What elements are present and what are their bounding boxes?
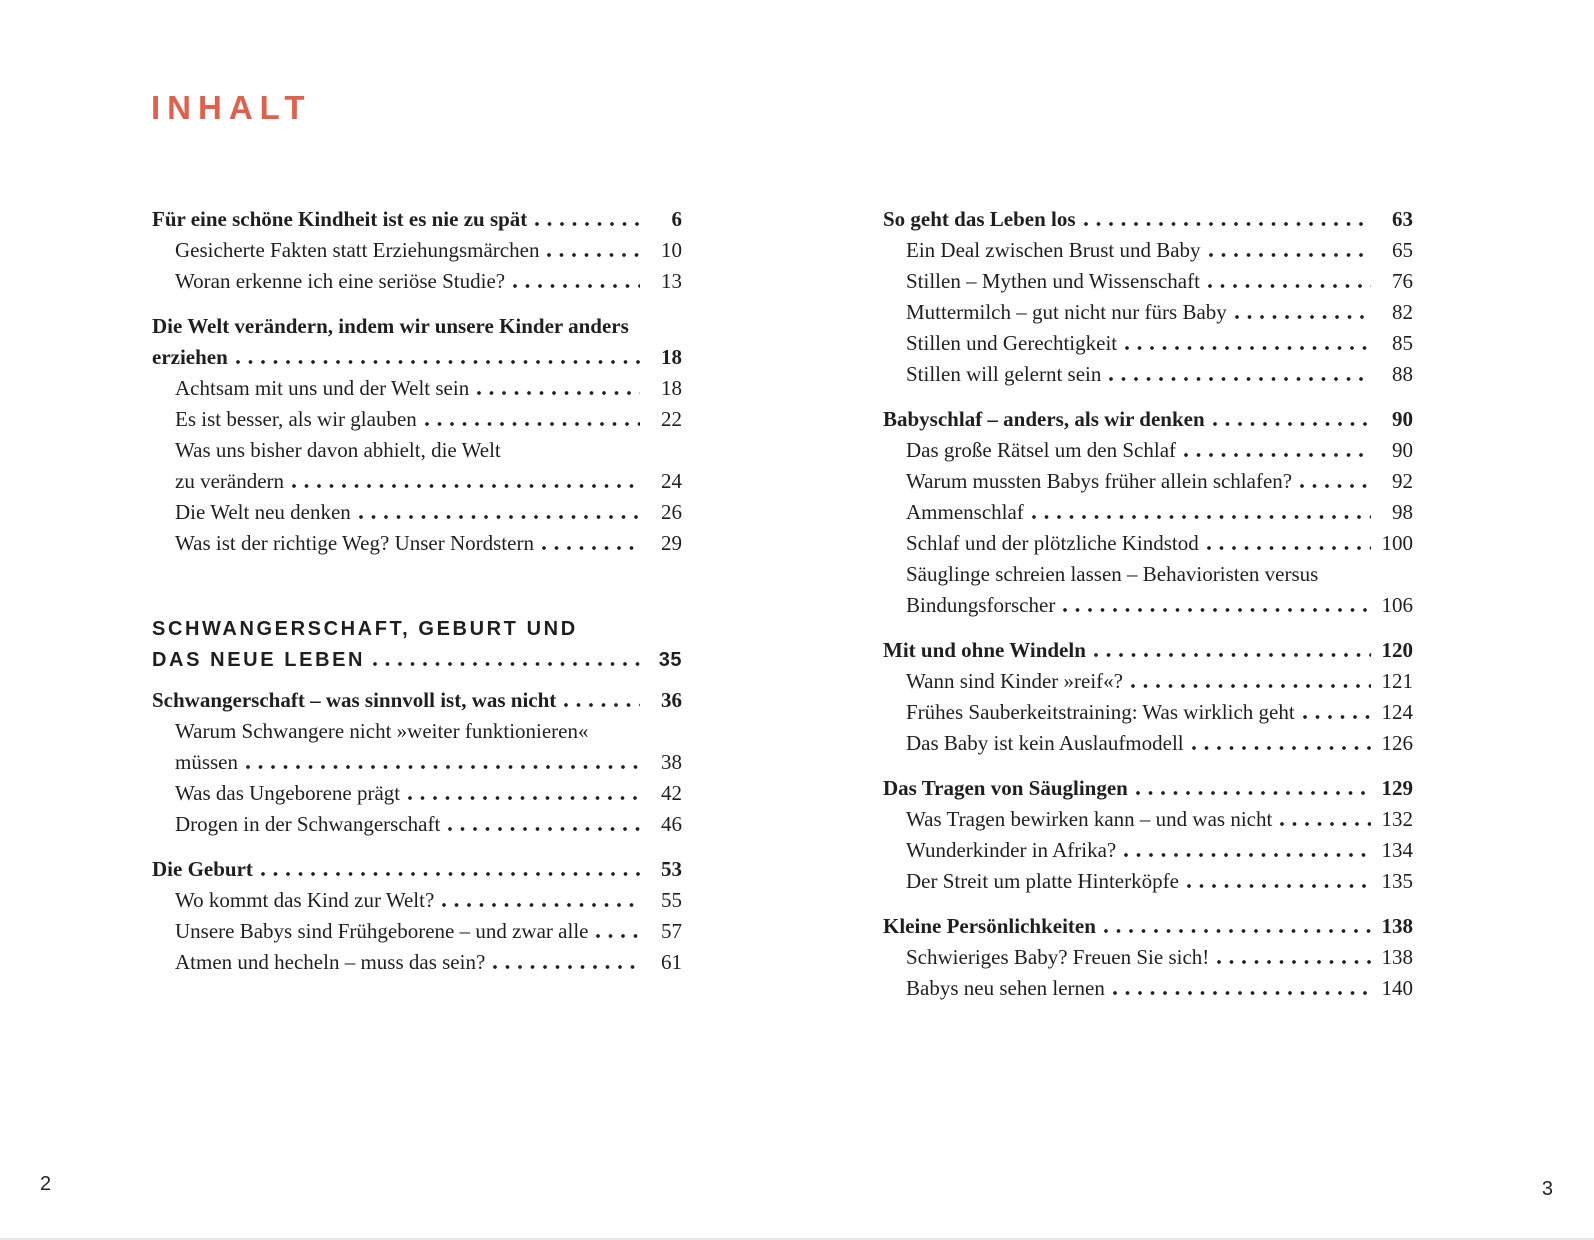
dot-leader — [535, 222, 640, 226]
dot-leader — [236, 360, 640, 364]
toc-entry-row — [883, 528, 1413, 559]
dot-leader — [1300, 484, 1371, 488]
toc-entry-row — [883, 911, 1413, 942]
dot-leader — [1104, 929, 1371, 933]
toc-entry-row — [152, 235, 682, 266]
toc-entry-title: Der Streit um platte Hinterköpfe — [906, 869, 1179, 893]
dot-leader — [513, 284, 640, 288]
toc-entry-title: Wo kommt das Kind zur Welt? — [175, 888, 435, 912]
toc-page-number: 85 — [1392, 331, 1413, 355]
dot-leader — [1213, 422, 1371, 426]
toc-page-number: 35 — [658, 649, 682, 671]
toc-page-number: 129 — [1381, 776, 1413, 800]
toc-entry-title: Was ist der richtige Weg? Unser Nordstern — [175, 531, 534, 555]
toc-sub-entry — [883, 266, 1413, 297]
dot-leader — [1113, 991, 1371, 995]
toc-entry-row — [152, 497, 682, 528]
dot-leader — [408, 796, 640, 800]
toc-entry-title: Babys neu sehen lernen — [906, 976, 1105, 1000]
toc-entry-title: Schwangerschaft – was sinnvoll ist, was nicht — [152, 688, 557, 712]
toc-entry-title: So geht das Leben los — [883, 207, 1076, 231]
dot-leader — [442, 903, 640, 907]
toc-entry-title: Wunderkinder in Afrika? — [906, 838, 1117, 862]
toc-page-number: 38 — [661, 750, 682, 774]
toc-page-number: 18 — [661, 345, 682, 369]
toc-entry-row — [883, 773, 1413, 804]
toc-entry-row — [883, 635, 1413, 666]
toc-chapter-entry — [152, 204, 682, 235]
toc-page-number: 138 — [1381, 945, 1413, 969]
toc-page-number: 134 — [1381, 838, 1413, 862]
toc-page-number: 126 — [1381, 731, 1413, 755]
dot-leader — [477, 391, 640, 395]
dot-leader — [1063, 608, 1371, 612]
dot-leader — [1131, 684, 1371, 688]
toc-page-number: 13 — [661, 269, 682, 293]
toc-sub-entry — [883, 528, 1413, 559]
toc-page-number: 132 — [1381, 807, 1413, 831]
toc-entry-title: Das große Rätsel um den Schlaf — [906, 438, 1177, 462]
toc-page-number: 61 — [661, 950, 682, 974]
toc-page-number: 120 — [1381, 638, 1413, 662]
toc-sub-entry — [152, 435, 682, 497]
toc-page-number: 24 — [661, 469, 682, 493]
dot-leader — [292, 484, 640, 488]
toc-entry-row — [152, 204, 682, 235]
toc-entry-row — [152, 916, 682, 947]
toc-entry-title: Was Tragen bewirken kann – und was nicht — [906, 807, 1273, 831]
toc-entry-row — [152, 885, 682, 916]
toc-entry-title: müssen — [175, 750, 238, 774]
toc-entry-title: Ein Deal zwischen Brust und Baby — [906, 238, 1201, 262]
toc-sub-entry — [152, 528, 682, 559]
toc-page-number: 36 — [661, 688, 682, 712]
toc-entry-title: Unsere Babys sind Frühgeborene – und zwar alle — [175, 919, 589, 943]
toc-page-number: 92 — [1392, 469, 1413, 493]
toc-page-number: 100 — [1381, 531, 1413, 555]
toc-entry-row — [152, 342, 682, 373]
toc-sub-entry — [883, 297, 1413, 328]
page-title: INHALT — [151, 89, 312, 126]
toc-sub-entry — [152, 266, 682, 297]
toc-page-number: 22 — [661, 407, 682, 431]
toc-entry-row — [883, 328, 1413, 359]
toc-page-number: 82 — [1392, 300, 1413, 324]
toc-entry-title: Woran erkenne ich eine seriöse Studie? — [175, 269, 506, 293]
toc-entry-row — [883, 728, 1413, 759]
toc-sub-entry — [152, 885, 682, 916]
toc-page-number: 121 — [1381, 669, 1413, 693]
toc-entry-line: SCHWANGERSCHAFT, GEBURT UND — [152, 618, 578, 640]
dot-leader — [547, 253, 640, 257]
toc-entry-line: Was uns bisher davon abhielt, die Welt — [175, 438, 501, 462]
toc-page-number: 10 — [661, 238, 682, 262]
toc-sub-entry — [883, 497, 1413, 528]
toc-entry-row — [883, 204, 1413, 235]
toc-chapter-entry — [883, 204, 1413, 235]
toc-sub-entry — [883, 466, 1413, 497]
toc-sub-entry — [883, 559, 1413, 621]
toc-sub-entry — [883, 728, 1413, 759]
toc-sub-entry — [883, 804, 1413, 835]
toc-entry-row — [883, 697, 1413, 728]
toc-entry-title: Stillen will gelernt sein — [906, 362, 1102, 386]
toc-entry-row — [152, 528, 682, 559]
toc-entry-row — [152, 645, 682, 676]
toc-chapter-entry — [883, 911, 1413, 942]
dot-leader — [1217, 960, 1371, 964]
dot-leader — [493, 965, 640, 969]
toc-page-number: 106 — [1381, 593, 1413, 617]
toc-sub-entry — [883, 328, 1413, 359]
toc-page-number: 140 — [1381, 976, 1413, 1000]
toc-entry-row — [883, 590, 1413, 621]
dot-leader — [425, 422, 640, 426]
toc-sub-entry — [883, 942, 1413, 973]
dot-leader — [448, 827, 640, 831]
toc-entry-row — [883, 666, 1413, 697]
toc-entry-title: zu verändern — [175, 469, 285, 493]
toc-entry-row — [152, 404, 682, 435]
toc-sub-entry — [883, 973, 1413, 1004]
toc-entry-title: Atmen und hecheln – muss das sein? — [175, 950, 486, 974]
toc-entry-title: Mit und ohne Windeln — [883, 638, 1086, 662]
dot-leader — [1209, 253, 1371, 257]
folio-left: 2 — [40, 1173, 52, 1195]
toc-chapter-entry — [152, 311, 682, 373]
toc-chapter-entry — [152, 685, 682, 716]
dot-leader — [564, 703, 640, 707]
dot-leader — [1187, 884, 1371, 888]
toc-entry-title: Muttermilch – gut nicht nur fürs Baby — [906, 300, 1227, 324]
dot-leader — [1094, 653, 1371, 657]
toc-sub-entry — [152, 809, 682, 840]
toc-page-number: 65 — [1392, 238, 1413, 262]
toc-page-number: 6 — [671, 207, 682, 231]
toc-page-number: 42 — [661, 781, 682, 805]
folio-right: 3 — [1541, 1178, 1553, 1200]
toc-entry-row — [883, 359, 1413, 390]
toc-sub-entry — [152, 373, 682, 404]
dot-leader — [1207, 546, 1371, 550]
toc-entry-row — [152, 373, 682, 404]
toc-entry-row — [152, 947, 682, 978]
toc-sub-entry — [883, 866, 1413, 897]
toc-entry-row — [152, 266, 682, 297]
toc-page-number: 55 — [661, 888, 682, 912]
toc-column-right — [883, 204, 1413, 1004]
dot-leader — [373, 662, 640, 666]
dot-leader — [1124, 853, 1371, 857]
toc-sub-entry — [152, 235, 682, 266]
toc-sub-entry — [883, 697, 1413, 728]
toc-page-number: 29 — [661, 531, 682, 555]
toc-page-number: 18 — [661, 376, 682, 400]
toc-chapter-entry — [883, 773, 1413, 804]
toc-entry-row — [883, 297, 1413, 328]
toc-entry-title: Für eine schöne Kindheit ist es nie zu spät — [152, 207, 528, 231]
dot-leader — [1032, 515, 1371, 519]
toc-page-number: 124 — [1381, 700, 1413, 724]
toc-entry-title: Stillen – Mythen und Wissenschaft — [906, 269, 1200, 293]
toc-entry-title: Babyschlaf – anders, als wir denken — [883, 407, 1205, 431]
dot-leader — [1084, 222, 1371, 226]
toc-sub-entry — [883, 359, 1413, 390]
toc-entry-title: Ammenschlaf — [906, 500, 1024, 524]
toc-sub-entry — [152, 778, 682, 809]
toc-page-number: 138 — [1381, 914, 1413, 938]
toc-entry-title: Was das Ungeborene prägt — [175, 781, 401, 805]
toc-entry-title: Es ist besser, als wir glauben — [175, 407, 417, 431]
toc-entry-title: Drogen in der Schwangerschaft — [175, 812, 441, 836]
dot-leader — [1184, 453, 1371, 457]
toc-entry-row — [152, 778, 682, 809]
dot-leader — [1280, 822, 1371, 826]
toc-entry-title: Das Baby ist kein Auslaufmodell — [906, 731, 1184, 755]
dot-leader — [1303, 715, 1371, 719]
toc-page-number: 90 — [1392, 438, 1413, 462]
toc-page-number: 98 — [1392, 500, 1413, 524]
toc-entry-line: Warum Schwangere nicht »weiter funktionieren« — [175, 719, 589, 743]
toc-entry-title: Die Welt neu denken — [175, 500, 351, 524]
toc-entry-title: DAS NEUE LEBEN — [152, 649, 366, 671]
toc-entry-row — [883, 266, 1413, 297]
dot-leader — [1109, 377, 1371, 381]
toc-entry-row — [152, 466, 682, 497]
toc-sub-entry — [152, 716, 682, 778]
toc-entry-row — [152, 854, 682, 885]
toc-page-number: 88 — [1392, 362, 1413, 386]
dot-leader — [246, 765, 640, 769]
toc-entry-title: Schlaf und der plötzliche Kindstod — [906, 531, 1199, 555]
toc-page-number: 135 — [1381, 869, 1413, 893]
toc-entry-row — [152, 685, 682, 716]
dot-leader — [359, 515, 640, 519]
toc-chapter-entry — [152, 854, 682, 885]
toc-page-number: 46 — [661, 812, 682, 836]
toc-entry-title: Warum mussten Babys früher allein schlafen? — [906, 469, 1293, 493]
toc-entry-row — [883, 835, 1413, 866]
toc-sub-entry — [152, 947, 682, 978]
toc-entry-row — [883, 804, 1413, 835]
toc-entry-title: Schwieriges Baby? Freuen Sie sich! — [906, 945, 1210, 969]
toc-page-number: 53 — [661, 857, 682, 881]
toc-entry-row — [883, 497, 1413, 528]
toc-entry-title: erziehen — [152, 345, 228, 369]
toc-entry-title: Wann sind Kinder »reif«? — [906, 669, 1123, 693]
toc-entry-title: Die Geburt — [152, 857, 253, 881]
toc-entry-row — [883, 235, 1413, 266]
toc-entry-row — [883, 466, 1413, 497]
toc-entry-title: Gesicherte Fakten statt Erziehungsmärchen — [175, 238, 540, 262]
toc-entry-title: Achtsam mit uns und der Welt sein — [175, 376, 470, 400]
toc-entry-row — [883, 866, 1413, 897]
dot-leader — [1235, 315, 1371, 319]
toc-chapter-entry — [883, 404, 1413, 435]
toc-entry-row — [883, 973, 1413, 1004]
dot-leader — [261, 872, 640, 876]
toc-entry-line: Säuglinge schreien lassen – Behavioristen versus — [906, 562, 1319, 586]
toc-page-number: 57 — [661, 919, 682, 943]
toc-sub-entry — [883, 666, 1413, 697]
toc-sub-entry — [883, 435, 1413, 466]
dot-leader — [542, 546, 640, 550]
toc-entry-row — [883, 435, 1413, 466]
dot-leader — [1192, 746, 1371, 750]
toc-sub-entry — [152, 404, 682, 435]
toc-sub-entry — [883, 835, 1413, 866]
toc-page-number: 26 — [661, 500, 682, 524]
toc-entry-line: Die Welt verändern, indem wir unsere Kinder anders — [152, 314, 629, 338]
dot-leader — [1125, 346, 1371, 350]
dot-leader — [1136, 791, 1371, 795]
toc-entry-row — [152, 747, 682, 778]
toc-column-left — [152, 204, 682, 978]
toc-page-number: 76 — [1392, 269, 1413, 293]
dot-leader — [596, 934, 640, 938]
toc-entry-title: Kleine Persönlichkeiten — [883, 914, 1096, 938]
toc-sub-entry — [152, 916, 682, 947]
toc-page-number: 63 — [1392, 207, 1413, 231]
toc-entry-title: Stillen und Gerechtigkeit — [906, 331, 1118, 355]
toc-entry-title: Bindungsforscher — [906, 593, 1056, 617]
dot-leader — [1208, 284, 1371, 288]
toc-sub-entry — [883, 235, 1413, 266]
toc-entry-row — [883, 942, 1413, 973]
toc-chapter-entry — [883, 635, 1413, 666]
toc-part-heading — [152, 614, 682, 676]
toc-entry-row — [152, 809, 682, 840]
toc-entry-title: Das Tragen von Säuglingen — [883, 776, 1128, 800]
toc-page-number: 90 — [1392, 407, 1413, 431]
toc-sub-entry — [152, 497, 682, 528]
toc-entry-row — [883, 404, 1413, 435]
toc-entry-title: Frühes Sauberkeitstraining: Was wirklich geht — [906, 700, 1295, 724]
